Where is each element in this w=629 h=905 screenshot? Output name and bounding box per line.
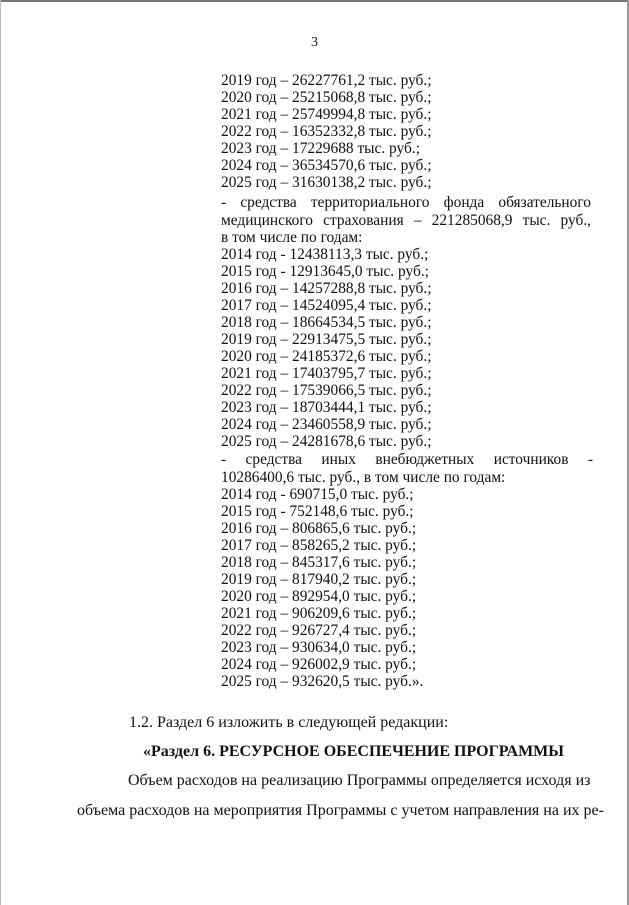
tfoms-year-line: 2014 год - 12438113,3 тыс. руб.;: [221, 246, 429, 263]
word: обязательного: [498, 194, 591, 211]
word: мероприятия: [213, 802, 303, 819]
tfoms-total-line: [221, 212, 591, 229]
word: -: [221, 451, 227, 468]
other-year-line: 2014 год - 690715,0 тыс. руб.;: [221, 486, 414, 503]
word: фонда: [443, 194, 485, 211]
word: на: [241, 772, 258, 789]
section-instruction: 1.2. Раздел 6 изложить в следующей редакции:: [129, 714, 449, 731]
part1-line: 2019 год – 26227761,2 тыс. руб.;: [221, 72, 432, 89]
word: -: [587, 451, 594, 468]
word: их: [562, 802, 580, 819]
scan-top-edge: [0, 0, 629, 2]
tfoms-year-line: 2020 год – 24185372,6 тыс. руб.;: [221, 348, 432, 365]
word: Программы: [306, 802, 387, 819]
page-number: 3: [311, 35, 318, 50]
other-year-line: 2019 год – 817940,2 тыс. руб.;: [221, 571, 417, 588]
word: объема: [77, 802, 126, 819]
other-year-line: 2023 год – 930634,0 тыс. руб.;: [221, 639, 417, 656]
part1-line: 2022 год – 16352332,8 тыс. руб.;: [221, 123, 432, 140]
other-sources-total-line: 10286400,6 тыс. руб., в том числе по годам:: [221, 469, 506, 486]
other-year-line: 2020 год – 892954,0 тыс. руб.;: [221, 588, 417, 605]
other-year-line: 2021 год – 906209,6 тыс. руб.;: [221, 605, 417, 622]
tfoms-year-line: 2016 год – 14257288,8 тыс. руб.;: [221, 280, 432, 297]
word: иных: [321, 451, 356, 468]
tfoms-year-line: 2019 год – 22913475,5 тыс. руб.;: [221, 331, 432, 348]
part1-line: 2024 год – 36534570,6 тыс. руб.;: [221, 157, 432, 174]
other-year-line: 2017 год – 858265,2 тыс. руб.;: [221, 537, 417, 554]
other-year-line: 2025 год – 932620,5 тыс. руб.».: [221, 673, 424, 690]
word: страхования: [323, 212, 404, 229]
word: территориального: [310, 194, 430, 211]
word: направления: [453, 802, 540, 819]
tfoms-year-line: 2018 год – 18664534,5 тыс. руб.;: [221, 314, 432, 331]
word: Программы: [346, 772, 427, 789]
tfoms-year-line: 2023 год – 18703444,1 тыс. руб.;: [221, 399, 432, 416]
other-year-line: 2024 год – 926002,9 тыс. руб.;: [221, 656, 417, 673]
part1-line: 2020 год – 25215068,8 тыс. руб.;: [221, 89, 432, 106]
word: учетом: [401, 802, 450, 819]
word: из: [575, 772, 591, 789]
tfoms-intro-line: [221, 194, 591, 211]
other-year-line: 2022 год – 926727,4 тыс. руб.;: [221, 622, 417, 639]
section-heading: «Раздел 6. РЕСУРСНОЕ ОБЕСПЕЧЕНИЕ ПРОГРАММЫ: [143, 743, 564, 760]
word: расходов: [129, 802, 190, 819]
other-sources-intro-line: [221, 451, 593, 468]
word: определяется: [430, 772, 522, 789]
word: тыс.: [522, 212, 551, 229]
word: Объем: [128, 772, 173, 789]
part1-line: 2023 год – 17229688 тыс. руб.;: [221, 140, 420, 157]
word: исходя: [525, 772, 572, 789]
word: внебюджетных: [375, 451, 475, 468]
word: руб.,: [560, 212, 592, 229]
tfoms-year-line: 2024 год – 23460558,9 тыс. руб.;: [221, 416, 432, 433]
word: реализацию: [261, 772, 343, 789]
part1-line: 2021 год – 25749994,8 тыс. руб.;: [221, 106, 432, 123]
word: ре-: [583, 802, 604, 819]
word: на: [543, 802, 559, 819]
other-year-line: 2018 год – 845317,6 тыс. руб.;: [221, 554, 417, 571]
word: расходов: [176, 772, 238, 789]
tfoms-year-line: 2025 год – 24281678,6 тыс. руб.;: [221, 433, 432, 450]
tfoms-by-years-label: в том числе по годам:: [221, 229, 363, 246]
word: средства: [240, 194, 297, 211]
tfoms-year-line: 2017 год – 14524095,4 тыс. руб.;: [221, 297, 432, 314]
word: –: [413, 212, 422, 229]
part1-line: 2025 год – 31630138,2 тыс. руб.;: [221, 174, 432, 191]
other-year-line: 2016 год – 806865,6 тыс. руб.;: [221, 520, 417, 537]
word: -: [221, 194, 227, 211]
body-paragraph-line-2: [77, 802, 604, 820]
word: медицинского: [221, 212, 313, 229]
body-paragraph-line-1: [77, 772, 591, 790]
tfoms-year-line: 2015 год - 12913645,0 тыс. руб.;: [221, 263, 429, 280]
scan-left-edge: [0, 0, 1, 905]
word: источников: [493, 451, 569, 468]
word: на: [193, 802, 210, 819]
tfoms-year-line: 2021 год – 17403795,7 тыс. руб.;: [221, 365, 432, 382]
word: средства: [245, 451, 302, 468]
other-year-line: 2015 год - 752148,6 тыс. руб.;: [221, 503, 414, 520]
tfoms-year-line: 2022 год – 17539066,5 тыс. руб.;: [221, 382, 432, 399]
word: с: [390, 802, 398, 819]
word: 221285068,9: [431, 212, 513, 229]
